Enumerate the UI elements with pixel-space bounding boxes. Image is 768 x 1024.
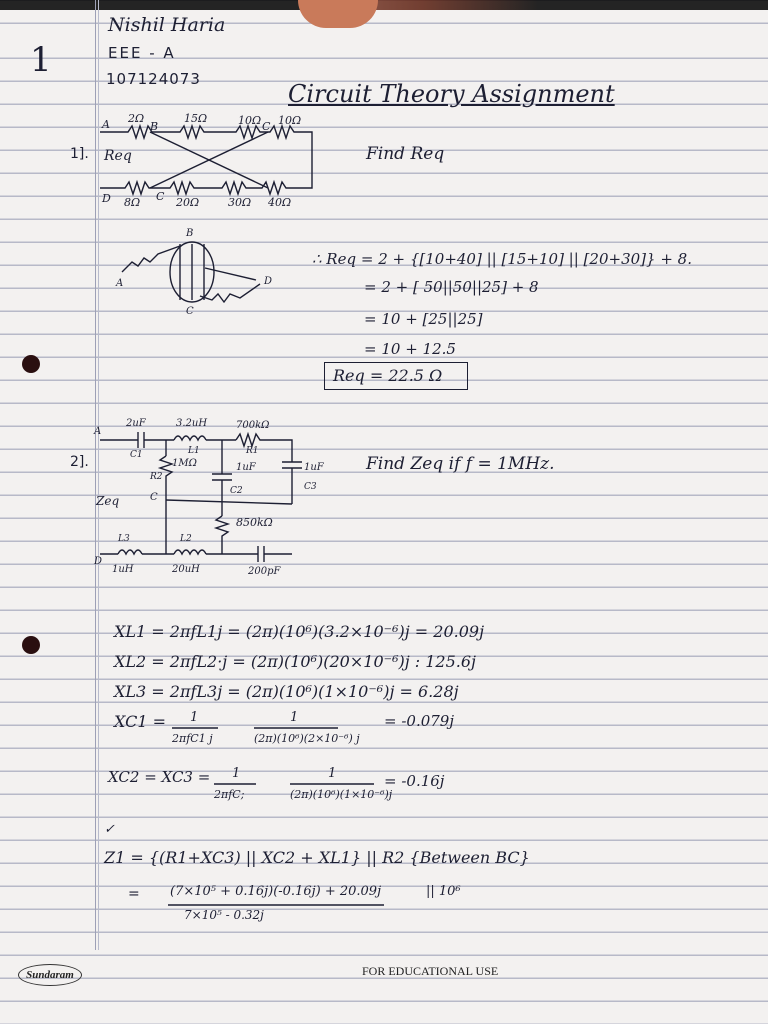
q1-r-bottom-4: 40Ω [268,196,292,209]
q2-l1-top: 3.2uH [176,418,208,429]
q1-number: 1]. [70,146,89,162]
q2-label-c2: C2 [230,486,243,496]
q2-label-l1: L1 [188,446,200,456]
z1-parallel: || 10⁶ [426,884,461,899]
q2-number: 2]. [70,454,89,470]
q2-l3: 1uH [112,564,134,575]
q2-node-d: D [94,556,103,567]
q2-prompt: Find Zeq if f = 1MHz. [366,454,555,474]
q1-r-top-1: 2Ω [128,112,145,125]
q2-node-c: C [150,492,158,503]
xc1-left: XC1 = [114,712,167,731]
q2-label-c1: C1 [130,450,143,460]
q2-label-c3: C3 [304,482,317,492]
q2-label-l2: L2 [180,534,192,544]
student-name: Nishil Haria [108,14,226,36]
bridge-node-b: B [186,228,194,239]
q2-node-a: A [94,426,102,437]
xl3-line: XL3 = 2πfL3j = (2π)(10⁶)(1×10⁻⁶)j = 6.28j [114,682,459,701]
z1-equals: = [128,886,140,902]
q1-r-bottom-1: 8Ω [124,196,141,209]
bridge-node-c: C [186,306,194,317]
q1-result-box [324,362,468,390]
xc2-frac1-num: 1 [232,766,241,781]
q1-node-a: A [102,118,110,131]
xc1-frac2-num: 1 [290,710,299,725]
z1-line: Z1 = {(R1+XC3) || XC2 + XL1} || R2 {Between BC} [104,848,530,867]
xc2-result: = -0.16j [384,772,445,790]
binder-hole [22,355,40,373]
q2-label-r1: R1 [246,446,259,456]
q2-c3: 1uF [304,462,324,473]
q1-node-c-bottom: C [156,190,165,203]
tick-mark: ✓ [104,822,115,837]
q2-l2: 20uH [172,564,200,575]
q2-c4: 200pF [248,566,281,577]
q2-r1-top: 700kΩ [236,420,270,431]
xc2-frac1-den: 2πfC; [214,788,245,801]
xc1-frac2-den: (2π)(10⁶)(2×10⁻⁶) j [254,732,360,745]
q1-r-bottom-3: 30Ω [228,196,252,209]
q2-r2: 1MΩ [172,458,197,469]
q2-zeq-label: Zeq [96,494,120,508]
student-class: EEE - A [108,44,176,62]
q1-node-b: B [150,120,159,133]
q1-node-d: D [102,192,111,205]
fraction-bars [168,728,384,905]
q1-r-top-4: 10Ω [278,114,302,127]
q1-result: Req = 22.5 Ω [333,366,443,385]
q2-c1-top: 2uF [126,418,146,429]
xc1-frac1-num: 1 [190,710,199,725]
roll-number: 107124073 [106,70,201,88]
q1-prompt: Find Req [366,144,445,164]
q1-req-label: Req [104,148,132,164]
xc2-frac2-den: (2π)(10⁶)(1×10⁻⁶)j [290,788,393,801]
q1-r-bottom-2: 20Ω [176,196,200,209]
xc2-frac2-num: 1 [328,766,337,781]
bridge-node-d: D [264,276,273,287]
q1-step-4: = 10 + 12.5 [364,340,456,358]
q2-label-l3: L3 [118,534,130,544]
brand-logo: Sundaram [18,964,82,986]
q1-step-2: = 2 + [ 50||50||25] + 8 [364,278,539,296]
xc2-left: XC2 = XC3 = [108,768,211,786]
q2-c2: 1uF [236,462,256,473]
q1-r-top-2: 15Ω [184,112,208,125]
page-number: 1 [30,40,52,80]
z1-denominator: 7×10⁵ - 0.32j [184,908,264,922]
z1-numerator: (7×10⁵ + 0.16j)(-0.16j) + 20.09j [170,884,382,899]
xc1-result: = -0.079j [384,712,454,730]
xl1-line: XL1 = 2πfL1j = (2π)(10⁶)(3.2×10⁻⁶)j = 20.09j [114,622,485,641]
q1-r-top-3: 10Ω [238,114,262,127]
assignment-title: Circuit Theory Assignment [288,80,615,108]
binder-hole [22,636,40,654]
xc1-frac1-den: 2πfC1 j [172,732,213,745]
xl2-line: XL2 = 2πfL2·j = (2π)(10⁶)(20×10⁻⁶)j : 125.6j [114,652,477,671]
footer-text: FOR EDUCATIONAL USE [362,964,499,978]
q1-bridge-sketch [122,242,260,302]
q1-node-c-top: C [262,120,271,133]
bridge-node-a: A [116,278,124,289]
q1-step-1: ∴ Req = 2 + {[10+40] || [15+10] || [20+30]} + 8. [312,250,692,268]
q2-r3: 850kΩ [236,516,273,529]
q2-label-r2: R2 [150,472,163,482]
q1-step-3: = 10 + [25||25] [364,310,483,328]
